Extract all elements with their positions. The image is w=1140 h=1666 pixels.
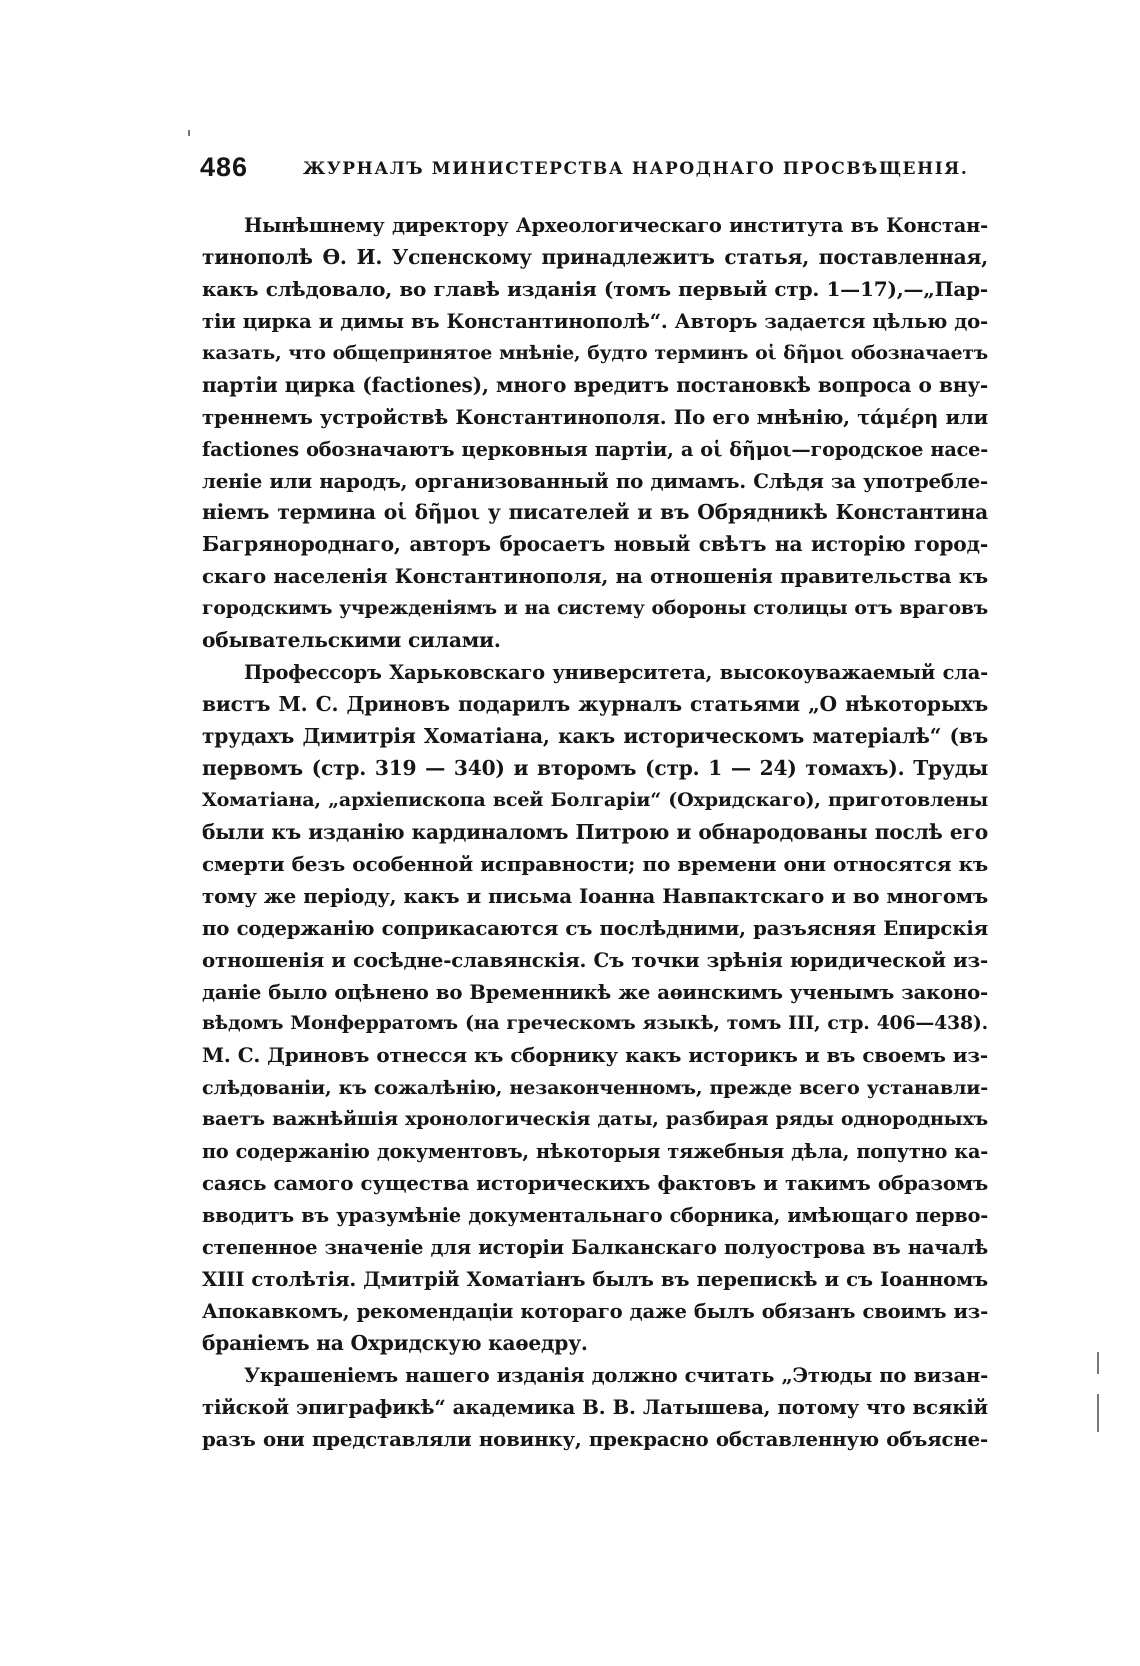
text-line: партіи цирка (factiones), много вредитъ постановкѣ вопроса о вну-: [202, 372, 988, 397]
text-line: XIII столѣтія. Дмитрій Хоматіанъ былъ въ перепискѣ и съ Іоанномъ: [202, 1266, 988, 1291]
paragraph-1: [202, 210, 988, 657]
body-text: [202, 210, 988, 1456]
text-line: разъ они представляли новинку, прекрасно обставленную объясне-: [202, 1426, 988, 1451]
text-line: браніемъ на Охридскую каѳедру.: [202, 1330, 588, 1355]
scan-artifact-mark: [188, 130, 190, 136]
text-line: по содержанію документовъ, нѣкоторыя тяжебныя дѣла, попутно ка-: [202, 1140, 988, 1164]
text-line: ніемъ термина οἱ δῆμοι у писателей и въ Обрядникѣ Константина: [202, 500, 988, 525]
text-line: саясь самого существа историческихъ фактовъ и такимъ образомъ: [202, 1171, 988, 1196]
running-title: ЖУРНАЛЪ МИНИСТЕРСТВА НАРОДНАГО ПРОСВѢЩЕНІЯ.: [303, 159, 969, 179]
text-line: тинополѣ Ѳ. И. Успенскому принадлежитъ статья, поставленная,: [202, 244, 988, 269]
text-line: Украшеніемъ нашего изданія должно считать „Этюды по визан-: [244, 1363, 988, 1387]
text-line: тому же періоду, какъ и письма Іоанна Навпактскаго и во многомъ: [202, 883, 988, 908]
text-line: казать, что общепринятое мнѣніе, будто терминъ οἱ δῆμοι обозначаетъ: [202, 341, 988, 364]
text-line: отношенія и сосѣдне-славянскія. Съ точки зрѣнія юридической из-: [202, 947, 988, 972]
text-line: степенное значеніе для исторіи Балканскаго полуострова въ началѣ: [202, 1236, 988, 1259]
page-header: [200, 152, 990, 188]
text-line: Нынѣшнему директору Археологическаго института въ Констан-: [244, 214, 988, 237]
text-line: обывательскими силами.: [202, 628, 501, 653]
text-line: какъ слѣдовало, во главѣ изданія (томъ первый стр. 1—17),—„Пар-: [202, 276, 988, 301]
text-line: смерти безъ особенной исправности; по времени они относятся къ: [202, 851, 988, 876]
text-line: скаго населенія Константинополя, на отношенія правительства къ: [202, 564, 988, 589]
text-line: вистъ М. С. Дриновъ подарилъ журналъ статьями „О нѣкоторыхъ: [202, 692, 988, 717]
scan-artifact-mark: [1097, 1394, 1099, 1432]
text-line: слѣдованіи, къ сожалѣнію, незаконченномъ, прежде всего устанавли-: [202, 1076, 988, 1100]
text-line: тійской эпиграфикѣ“ академика В. В. Латышева, потому что всякій: [202, 1394, 988, 1419]
text-line: даніе было оцѣнено во Временникѣ же аѳинскимъ ученымъ законо-: [202, 980, 988, 1004]
text-line: трудахъ Димитрія Хоматіана, какъ историческомъ матеріалѣ“ (въ: [202, 724, 988, 748]
text-line: вводитъ въ уразумѣніе документальнаго сборника, имѣющаго перво-: [202, 1204, 988, 1228]
text-line: М. С. Дриновъ отнесся къ сборнику какъ историкъ и въ своемъ из-: [202, 1043, 988, 1068]
paragraph-3: [202, 1360, 988, 1456]
text-line: первомъ (стр. 319 — 340) и второмъ (стр. 1 — 24) томахъ). Труды: [202, 755, 988, 780]
text-line: Багрянороднаго, авторъ бросаетъ новый свѣтъ на исторію город-: [202, 532, 988, 557]
text-line: были къ изданію кардиналомъ Питрою и обнародованы послѣ его: [202, 819, 988, 844]
text-line: вѣдомъ Монферратомъ (на греческомъ языкѣ, томъ III, стр. 406—438).: [202, 1012, 988, 1035]
page-number: 486: [200, 152, 249, 182]
text-line: Профессоръ Харьковскаго университета, высокоуважаемый сла-: [244, 661, 988, 685]
text-line: городскимъ учрежденіямъ и на систему обороны столицы отъ враговъ: [202, 597, 988, 620]
text-line: по содержанію соприкасаются съ послѣдними, разъясняя Епирскія: [202, 915, 988, 940]
text-line: ваетъ важнѣйшія хронологическія даты, разбирая ряды однородныхъ: [202, 1108, 988, 1131]
text-line: тіи цирка и димы въ Константинополѣ“. Авторъ задается цѣлью до-: [202, 309, 988, 333]
text-line: Хоматіана, „архіепископа всей Болгаріи“ (Охридскаго), приготовлены: [202, 788, 988, 811]
text-line: factiones обозначаютъ церковныя партіи, а οἱ δῆμοι—городское насе-: [202, 437, 988, 461]
paragraph-2: [202, 657, 988, 1360]
text-line: леніе или народъ, организованный по димамъ. Слѣдя за употребле-: [202, 468, 988, 493]
text-line: Апокавкомъ, рекомендаціи котораго даже былъ обязанъ своимъ из-: [202, 1299, 988, 1323]
scan-artifact-mark: [1097, 1352, 1099, 1374]
text-line: треннемъ устройствѣ Константинополя. По его мнѣнію, τάμέρη или: [202, 404, 988, 429]
